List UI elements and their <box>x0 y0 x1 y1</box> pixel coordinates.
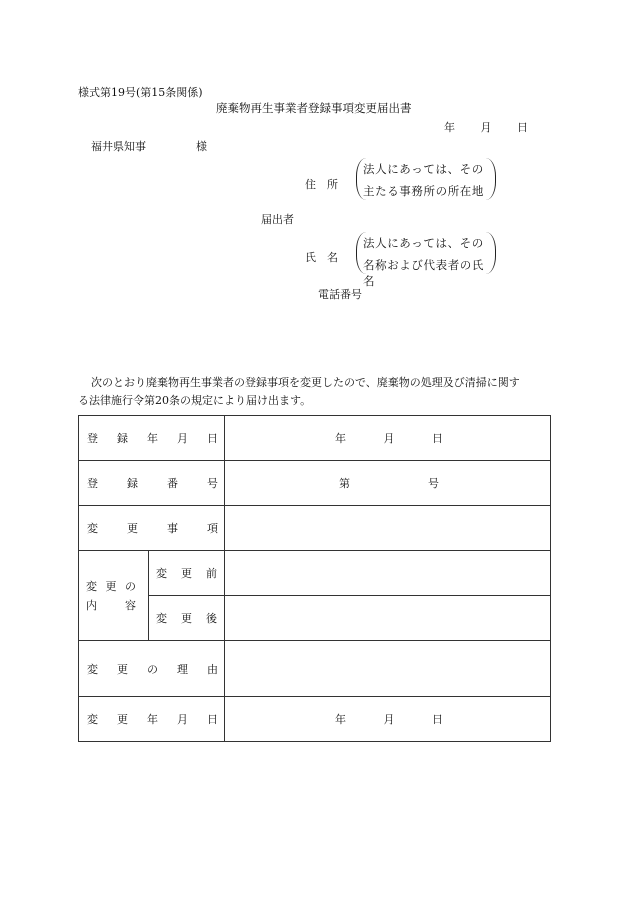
change-reason-field[interactable] <box>225 641 551 697</box>
address-note-bracket <box>356 158 496 200</box>
registration-number-label: 登 録 番 号 <box>79 461 225 506</box>
notifier-label: 届出者 <box>261 213 294 226</box>
change-date-field[interactable]: 年 月 日 <box>225 697 551 742</box>
table-row <box>79 551 551 596</box>
address-label: 住 所 <box>305 178 338 191</box>
date-year-label: 年 <box>444 121 455 134</box>
change-item-field[interactable] <box>225 506 551 551</box>
name-note-line2: 名称および代表者の氏名 <box>363 258 484 288</box>
table-row <box>79 416 551 461</box>
addressee-honorific: 様 <box>196 140 207 153</box>
form-number: 様式第19号(第15条関係) <box>78 86 203 99</box>
submission-date <box>444 119 528 135</box>
change-date-label: 変 更 年 月 日 <box>79 697 225 742</box>
after-change-field[interactable] <box>225 596 551 641</box>
name-label: 氏 名 <box>305 251 338 264</box>
registration-date-field[interactable]: 年 月 日 <box>225 416 551 461</box>
table-row <box>79 506 551 551</box>
registration-number-field[interactable]: 第 号 <box>225 461 551 506</box>
table-row <box>79 461 551 506</box>
name-note-bracket <box>356 232 496 288</box>
change-details-table <box>78 415 551 742</box>
after-change-label: 変 更 後 <box>149 596 225 641</box>
before-change-field[interactable] <box>225 551 551 596</box>
addressee-name: 福井県知事 <box>91 140 146 153</box>
table-row <box>79 641 551 697</box>
address-note-line2: 主たる事務所の所在地 <box>363 184 484 198</box>
change-reason-label: 変 更 の 理 由 <box>79 641 225 697</box>
name-note-line1: 法人にあっては、その <box>363 236 484 250</box>
registration-date-label: 登 録 年 月 日 <box>79 416 225 461</box>
body-text-line1: 次のとおり廃棄物再生事業者の登録事項を変更したので、廃棄物の処理及び清掃に関す <box>91 376 520 389</box>
date-month-label: 月 <box>480 121 492 134</box>
table-row <box>79 596 551 641</box>
phone-label: 電話番号 <box>318 288 362 301</box>
address-note-line1: 法人にあっては、その <box>363 162 484 176</box>
document-title: 廃棄物再生事業者登録事項変更届出書 <box>216 101 412 115</box>
change-content-label: 変 更 の 内 容 <box>79 551 149 641</box>
table-row <box>79 697 551 742</box>
date-day-label: 日 <box>517 121 528 134</box>
before-change-label: 変 更 前 <box>149 551 225 596</box>
change-item-label: 変 更 事 項 <box>79 506 225 551</box>
body-text-line2: る法律施行令第20条の規定により届け出ます。 <box>78 394 312 407</box>
